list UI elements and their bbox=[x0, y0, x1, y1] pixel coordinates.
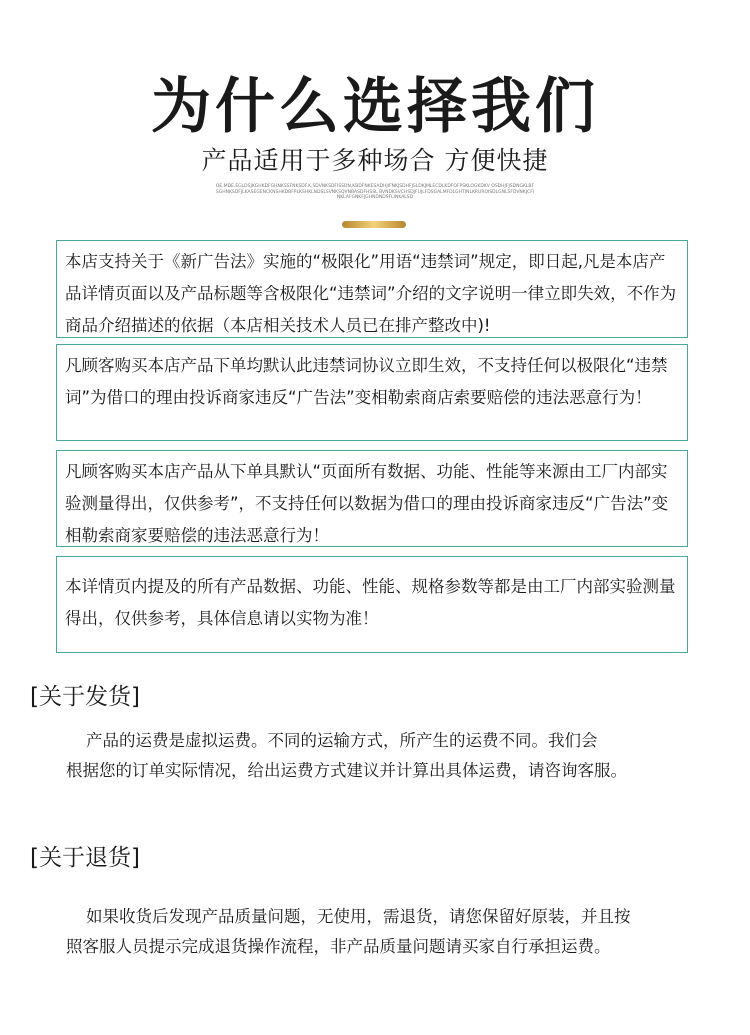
notice-box-data-reference: 凡顾客购买本店产品从下单具默认“页面所有数据、功能、性能等来源由工厂内部实验测量得出，仅供参考”，不支持任何以数据为借口的理由投诉商家违反“广告法”变相勒索商家要赔偿的违法恶意行为！ bbox=[56, 450, 688, 547]
notice-box-banned-words: 凡顾客购买本店产品下单均默认此违禁词协议立即生效，不支持任何以极限化“违禁词”为借口的理由投诉商家违反“广告法”变相勒索商店索要赔偿的违法恶意行为！ bbox=[56, 344, 688, 441]
decorative-fine-print: OE.MDE.EGLDSJKGHKDFGHNKSSFNKSDF.K,SDVNKSDFISSDN,KBDFNKESADHJIFNKJSDHFJSLDKJMLECDLKDFOFPSKLOGKDKV OSDHJFJSDNGKLBFSGHNKSDFJLKASEGENCKNSHKDBFPLKSHKLNDSLSVNKSQVNBASDFHSSL BVNDKSVCHSDJFUJLFDSGALMFDLGHTINLKRUROISDLGNLSFDVNKJCFINKLAFGNKFJGHNDNDSFLINKALSD bbox=[215, 184, 535, 200]
gold-divider-bar bbox=[342, 221, 406, 228]
returns-text-line-1: 如果收货后发现产品质量问题，无使用，需退货，请您保留好原装，并且按 bbox=[86, 907, 631, 926]
shipping-text-line-2: 根据您的订单实际情况，给出运费方式建议并计算出具体运费，请咨询客服。 bbox=[66, 761, 627, 780]
notice-box-product-data: 本详情页内提及的所有产品数据、功能、性能、规格参数等都是由工厂内部实验测量得出，仅供参考，具体信息请以实物为准！ bbox=[56, 556, 688, 653]
shipping-heading: [关于发货] bbox=[30, 684, 140, 710]
returns-heading: [关于退货] bbox=[30, 845, 140, 871]
page-subtitle: 产品适用于多种场合 方便快捷 bbox=[201, 146, 549, 175]
shipping-text-line-1: 产品的运费是虚拟运费。不同的运输方式，所产生的运费不同。我们会 bbox=[86, 731, 598, 750]
returns-text-line-2: 照客服人员提示完成退货操作流程，非产品质量问题请买家自行承担运费。 bbox=[66, 937, 611, 956]
notice-box-ad-law: 本店支持关于《新广告法》实施的“极限化”用语“违禁词”规定，即日起,凡是本店产品详情页面以及产品标题等含极限化“违禁词”介绍的文字说明一律立即失效，不作为商品介绍描述的依据（本店相关技术人员已在排产整改中)! bbox=[56, 240, 688, 338]
page-title: 为什么选择我们 bbox=[151, 72, 599, 142]
